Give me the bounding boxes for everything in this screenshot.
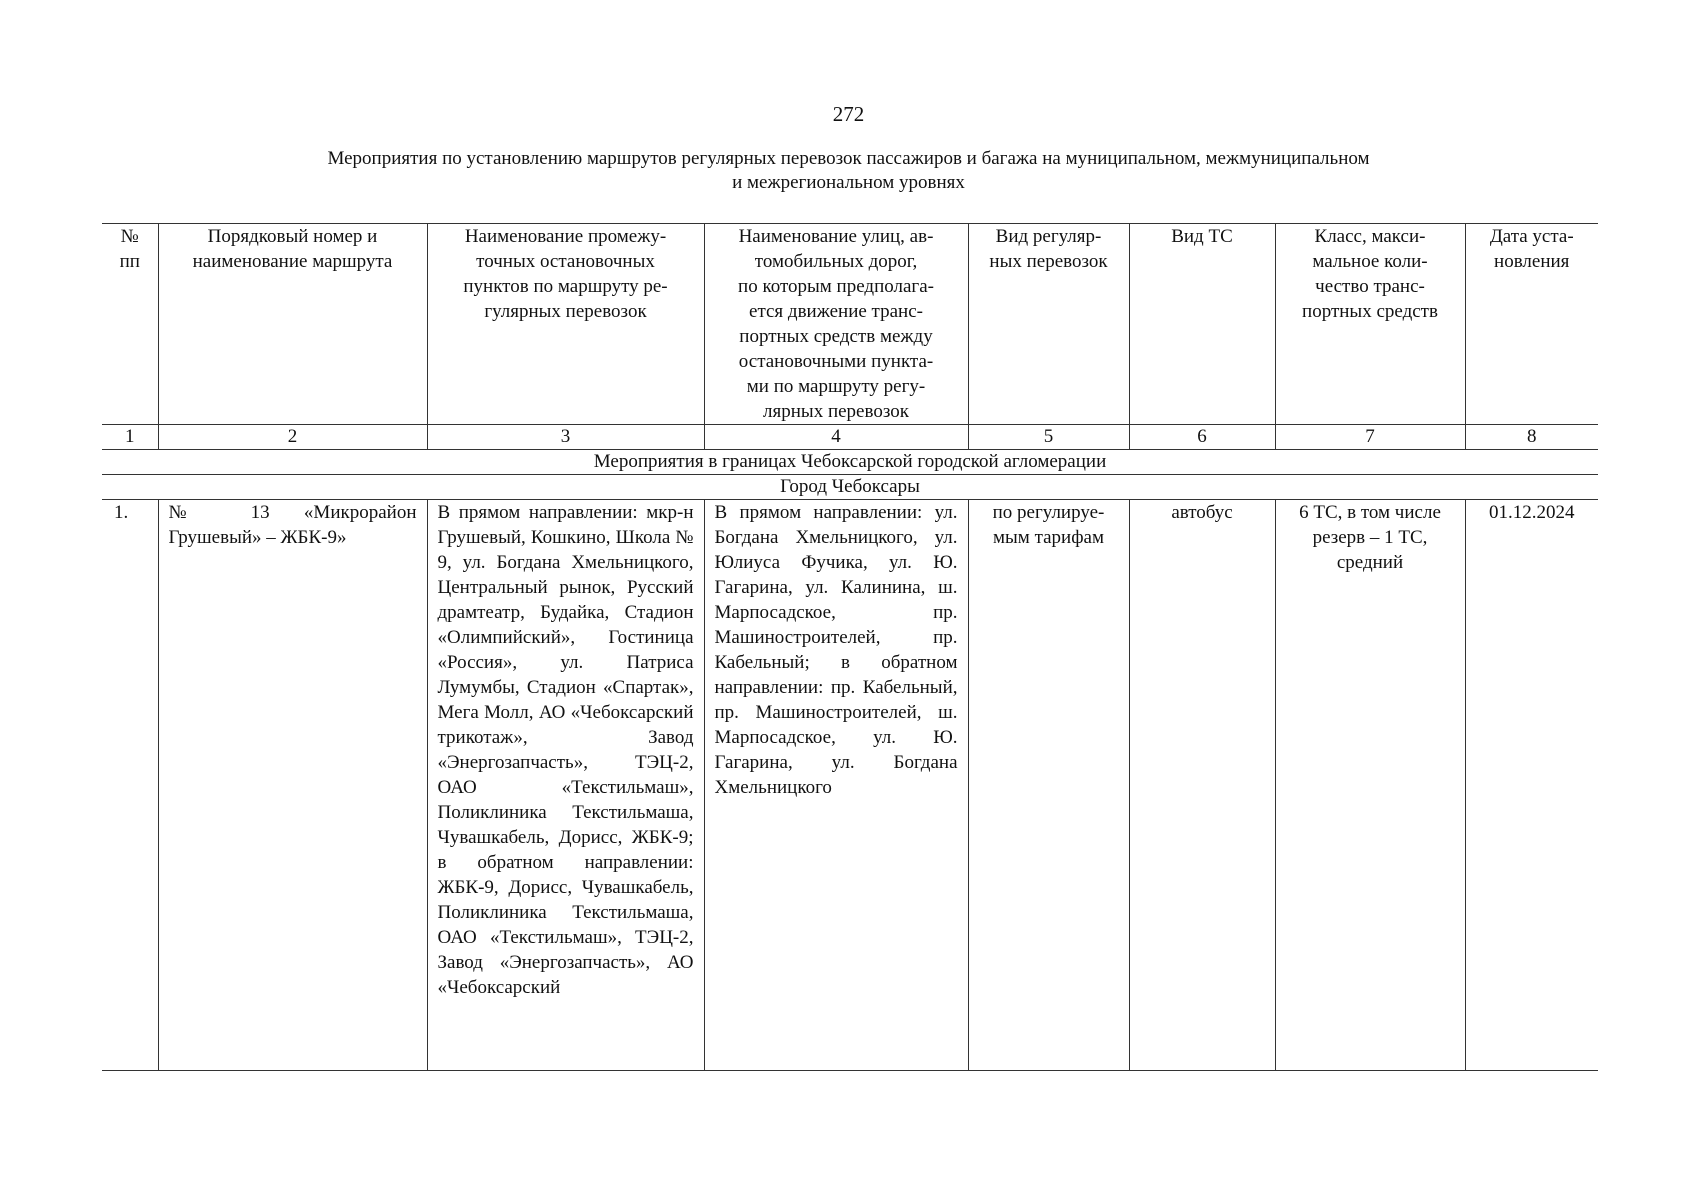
column-number: 2 xyxy=(158,425,427,450)
section-title-row xyxy=(102,450,1598,475)
row-date: 01.12.2024 xyxy=(1465,500,1598,1071)
header-cell-streets: Наименование улиц, ав- томобильных дорог, по которым предполага- ется движение транс- портных средств между остановочными пункта- ми по маршруту регу- лярных перевозок xyxy=(704,224,968,425)
table-row xyxy=(102,500,1598,1071)
row-index: 1. xyxy=(102,500,158,1071)
row-streets: В прямом направлении: ул. Богдана Хмельницкого, ул. Юлиуса Фучика, ул. Ю. Гагарина, ул. Калинина, ш. Марпосадское, пр. Машиностроителей, пр. Кабельный; в обратном направлении: пр. Кабельный, пр. Машиностроителей, ш. Марпосадское, ул. Ю. Гагарина, ул. Богдана Хмельницкого xyxy=(704,500,968,1071)
header-cell-date: Дата уста- новления xyxy=(1465,224,1598,425)
city-title-row xyxy=(102,475,1598,500)
column-number: 3 xyxy=(427,425,704,450)
header-cell-stops: Наименование промежу- точных остановочных пунктов по маршруту ре- гулярных перевозок xyxy=(427,224,704,425)
row-class: 6 ТС, в том числе резерв – 1 ТС, средний xyxy=(1275,500,1465,1071)
header-cell-vehicle: Вид ТС xyxy=(1129,224,1275,425)
document-title xyxy=(200,147,1497,195)
table-header-row xyxy=(102,224,1598,425)
column-number: 4 xyxy=(704,425,968,450)
header-cell-route: Порядковый номер и наименование маршрута xyxy=(158,224,427,425)
document-title-line-1: Мероприятия по установлению маршрутов регулярных перевозок пассажиров и багажа на муниципальном, межмуниципальном xyxy=(327,148,1370,169)
row-route: № 13 «Микрорайон Грушевый» – ЖБК-9» xyxy=(158,500,427,1071)
header-cell-class: Класс, макси- мальное коли- чество транс- портных средств xyxy=(1275,224,1465,425)
column-number-row xyxy=(102,425,1598,450)
city-title: Город Чебоксары xyxy=(102,475,1598,500)
column-number: 1 xyxy=(102,425,158,450)
row-stops: В прямом направлении: мкр-н Грушевый, Кошкино, Школа № 9, ул. Богдана Хмельницкого, Центральный рынок, Русский драмтеатр, Будайка, Стадион «Олимпийский», Гостиница «Россия», ул. Патриса Лумумбы, Стадион «Спартак», Мега Молл, АО «Чебоксарский трикотаж», Завод «Энергозапчасть», ТЭЦ-2, ОАО «Текстильмаш», Поликлиника Текстильмаша, Чувашкабель, Дорисс, ЖБК-9; в обратном направлении: ЖБК-9, Дорисс, Чувашкабель, Поликлиника Текстильмаша, ОАО «Текстильмаш», ТЭЦ-2, Завод «Энергозапчасть», АО «Чебоксарский xyxy=(427,500,704,1071)
row-vehicle: автобус xyxy=(1129,500,1275,1071)
document-title-line-2: и межрегиональном уровнях xyxy=(732,172,965,193)
column-number: 5 xyxy=(968,425,1129,450)
column-number: 7 xyxy=(1275,425,1465,450)
column-number: 6 xyxy=(1129,425,1275,450)
column-number: 8 xyxy=(1465,425,1598,450)
section-title: Мероприятия в границах Чебоксарской городской агломерации xyxy=(102,450,1598,475)
page-number: 272 xyxy=(832,102,865,126)
header-cell-transport-type: Вид регуляр- ных перевозок xyxy=(968,224,1129,425)
header-cell-number: № пп xyxy=(102,224,158,425)
routes-table xyxy=(102,223,1598,1071)
row-transport-type: по регулируе- мым тарифам xyxy=(968,500,1129,1071)
